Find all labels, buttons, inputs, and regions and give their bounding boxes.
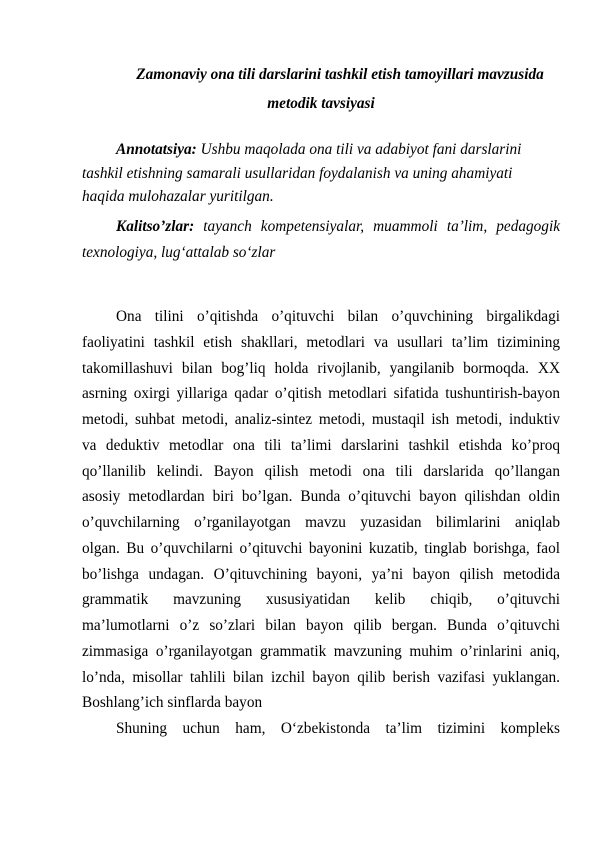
paragraph-line: ma’lumotlarni o’z so’zlari bilan bayon qilib bergan. Bunda o’qituvchi — [82, 617, 560, 634]
annotation-text-1: Ushbu maqolada ona tili va adabiyot fani darslarini — [196, 141, 522, 158]
keywords-line-2: texnologiya, lug‘attalab so‘zlar — [82, 244, 276, 261]
paragraph-line: faoliyatini tashkil etish shakllari, metodlari va usullari ta’lim tizimining — [82, 333, 560, 351]
keywords-text-1: tayanch kompetensiyalar, muammoli ta’lim, pedagogik — [194, 218, 560, 235]
title-line-2: metodik tavsiyasi — [267, 95, 375, 112]
document-title — [82, 60, 560, 118]
paragraph-line: Boshlang’ich sinflarda bayon — [82, 694, 263, 712]
paragraph-line: zimmasiga o’rganilayotgan grammatik mavzuning muhim o’rinlarini aniq, — [82, 642, 560, 660]
paragraph-line: Shuning uchun ham, O‘zbekistonda ta’lim tizimini kompleks — [116, 720, 560, 737]
paragraph-line: qo’llanilib kelindi. Bayon qilish metodi ona tili darslarida qo’llangan — [82, 462, 560, 480]
paragraph-line: metodi, suhbat metodi, analiz-sintez metodi, mustaqil ish metodi, induktiv — [82, 411, 560, 428]
keywords-line-1 — [82, 214, 560, 240]
annotation-line-2: tashkil etishning samarali usullaridan foydalanish va uning ahamiyati — [82, 164, 513, 182]
keywords-label: Kalitso’zlar: — [116, 218, 195, 235]
paragraph-line: va deduktiv metodlar ona tili ta’limi darslarini tashkil etishda ko’proq — [82, 436, 560, 454]
body-text — [82, 304, 560, 742]
paragraph-line: asosiy metodlardan biri bo’lgan. Bunda o’qituvchi bayon qilishdan oldin — [82, 488, 560, 506]
annotation-line-1 — [82, 138, 560, 162]
keywords-block — [82, 214, 560, 266]
paragraph-line: Ona tilini o’qitishda o’qituvchi bilan o’quvchining birgalikdagi — [116, 308, 560, 325]
annotation-block — [82, 138, 560, 209]
annotation-label: Annotatsiya: — [116, 141, 197, 158]
annotation-line-3: haqida mulohazalar yuritilgan. — [82, 188, 274, 205]
paragraph-line: o’quvchilarning o’rganilayotgan mavzu yuzasidan bilimlarini aniqlab — [82, 514, 560, 531]
paragraph-line: olgan. Bu o’quvchilarni o’qituvchi bayonini kuzatib, tinglab borishga, faol — [82, 539, 560, 557]
paragraph-line: grammatik mavzuning xususiyatidan kelib chiqib, o’qituvchi — [82, 591, 560, 609]
paragraph-line: bo’lishga undagan. O’qituvchining bayoni, ya’ni bayon qilish metodida — [82, 565, 560, 583]
title-line-1: Zamonaviy ona tili darslarini tashkil etish tamoyillari mavzusida — [136, 66, 544, 83]
paragraph-line: asrning oxirgi yillariga qadar o’qitish metodlari sifatida tushuntirish-bayon — [82, 385, 560, 403]
paragraph-line: takomillashuvi bilan bog’liq holda rivojlanib, yangilanib bormoqda. XX — [82, 359, 560, 377]
paragraph-line: lo’nda, misollar tahlili bilan izchil bayon qilib berish vazifasi yuklangan. — [82, 668, 560, 686]
